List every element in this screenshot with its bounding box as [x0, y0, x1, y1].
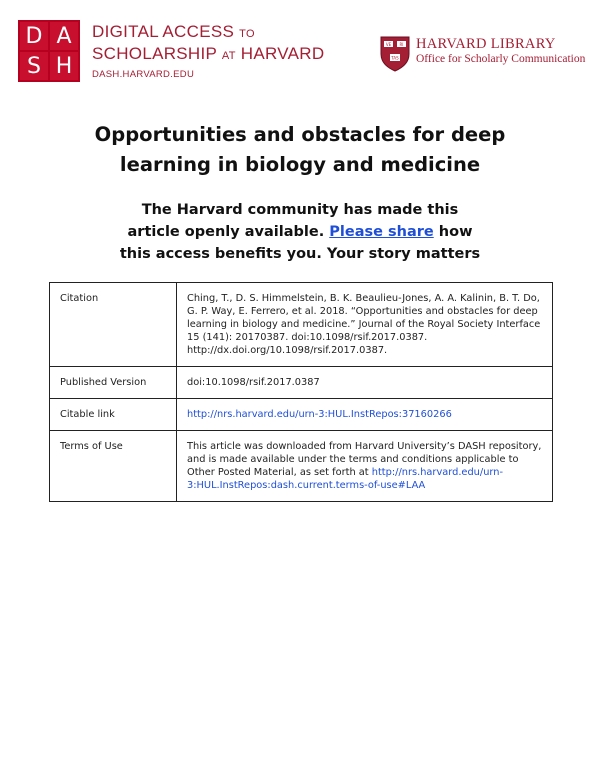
dash-logo-grid: [18, 20, 80, 82]
open-access-notice: [40, 199, 560, 265]
title-line: Opportunities and obstacles for deep: [94, 123, 506, 146]
shield-text: TAS: [391, 55, 399, 61]
harvard-library-wordmark: [416, 36, 585, 66]
header: [18, 18, 586, 88]
table-row: [50, 367, 553, 399]
harvard-library-logo: [380, 34, 586, 78]
dash-line2-big2: HARVARD: [240, 44, 325, 63]
citable-link-label: Citable link: [50, 399, 177, 431]
notice-line: [40, 221, 560, 243]
table-row: [50, 431, 553, 502]
library-office: Office for Scholarly Communication: [416, 53, 586, 65]
citable-link-cell: [177, 399, 553, 431]
please-share-link[interactable]: Please share: [329, 224, 434, 240]
published-version-label: Published Version: [50, 367, 177, 399]
dash-line1-big: DIGITAL ACCESS: [92, 22, 235, 41]
shield-text: VE: [385, 42, 392, 47]
dash-line2-big: SCHOLARSHIP: [92, 44, 217, 63]
dash-logo-letter: S: [20, 52, 48, 80]
dash-logo: [18, 20, 80, 82]
table-row: [50, 399, 553, 431]
shield-text: RI: [399, 42, 404, 47]
table-row: [50, 283, 553, 367]
notice-line: The Harvard community has made this: [141, 202, 459, 218]
dash-line1: [92, 22, 324, 44]
library-name: HARVARD LIBRARY: [416, 36, 556, 52]
metadata-table: [49, 282, 553, 502]
dash-line1-small: TO: [239, 28, 255, 40]
notice-text: article openly available.: [127, 224, 325, 240]
citable-link[interactable]: http://nrs.harvard.edu/urn-3:HUL.InstRepos:37160266: [187, 409, 452, 420]
dash-line2: [92, 44, 324, 66]
terms-of-use-text: This article was downloaded from Harvard University’s DASH repository, and is made available under the terms and conditions applicable to Other Posted Material, as set forth at: [187, 441, 542, 478]
dash-logo-letter: H: [50, 52, 78, 80]
page-title: [40, 120, 560, 180]
notice-text: how: [438, 224, 473, 240]
terms-of-use-label: Terms of Use: [50, 431, 177, 502]
notice-line: this access benefits you. Your story matters: [119, 246, 481, 262]
dash-line2-small: AT: [221, 50, 236, 62]
dash-logo-letter: A: [50, 22, 78, 50]
citation-value: Ching, T., D. S. Himmelstein, B. K. Beaulieu-Jones, A. A. Kalinin, B. T. Do, G. P. Way, E. Ferrero, et al. 2018. “Opportunities and obstacles for deep learning in biology and medicine.” Journal of the Royal Society Interface 15 (141): 20170387. doi:10.1098/rsif.2017.0387. http://dx.doi.org/10.1098/rsif.2017.0387.: [177, 283, 553, 367]
published-version-value: doi:10.1098/rsif.2017.0387: [177, 367, 553, 399]
citation-label: Citation: [50, 283, 177, 367]
dash-logo-letter: D: [20, 22, 48, 50]
terms-of-use-cell: [177, 431, 553, 502]
harvard-shield-icon: [380, 36, 410, 72]
dash-wordmark: [92, 22, 324, 80]
terms-of-use-link[interactable]: http://nrs.harvard.edu/urn-3:HUL.InstRepos:dash.current.terms-of-use#LAA: [187, 467, 503, 491]
title-line: learning in biology and medicine: [119, 153, 481, 176]
dash-url: DASH.HARVARD.EDU: [92, 69, 195, 80]
